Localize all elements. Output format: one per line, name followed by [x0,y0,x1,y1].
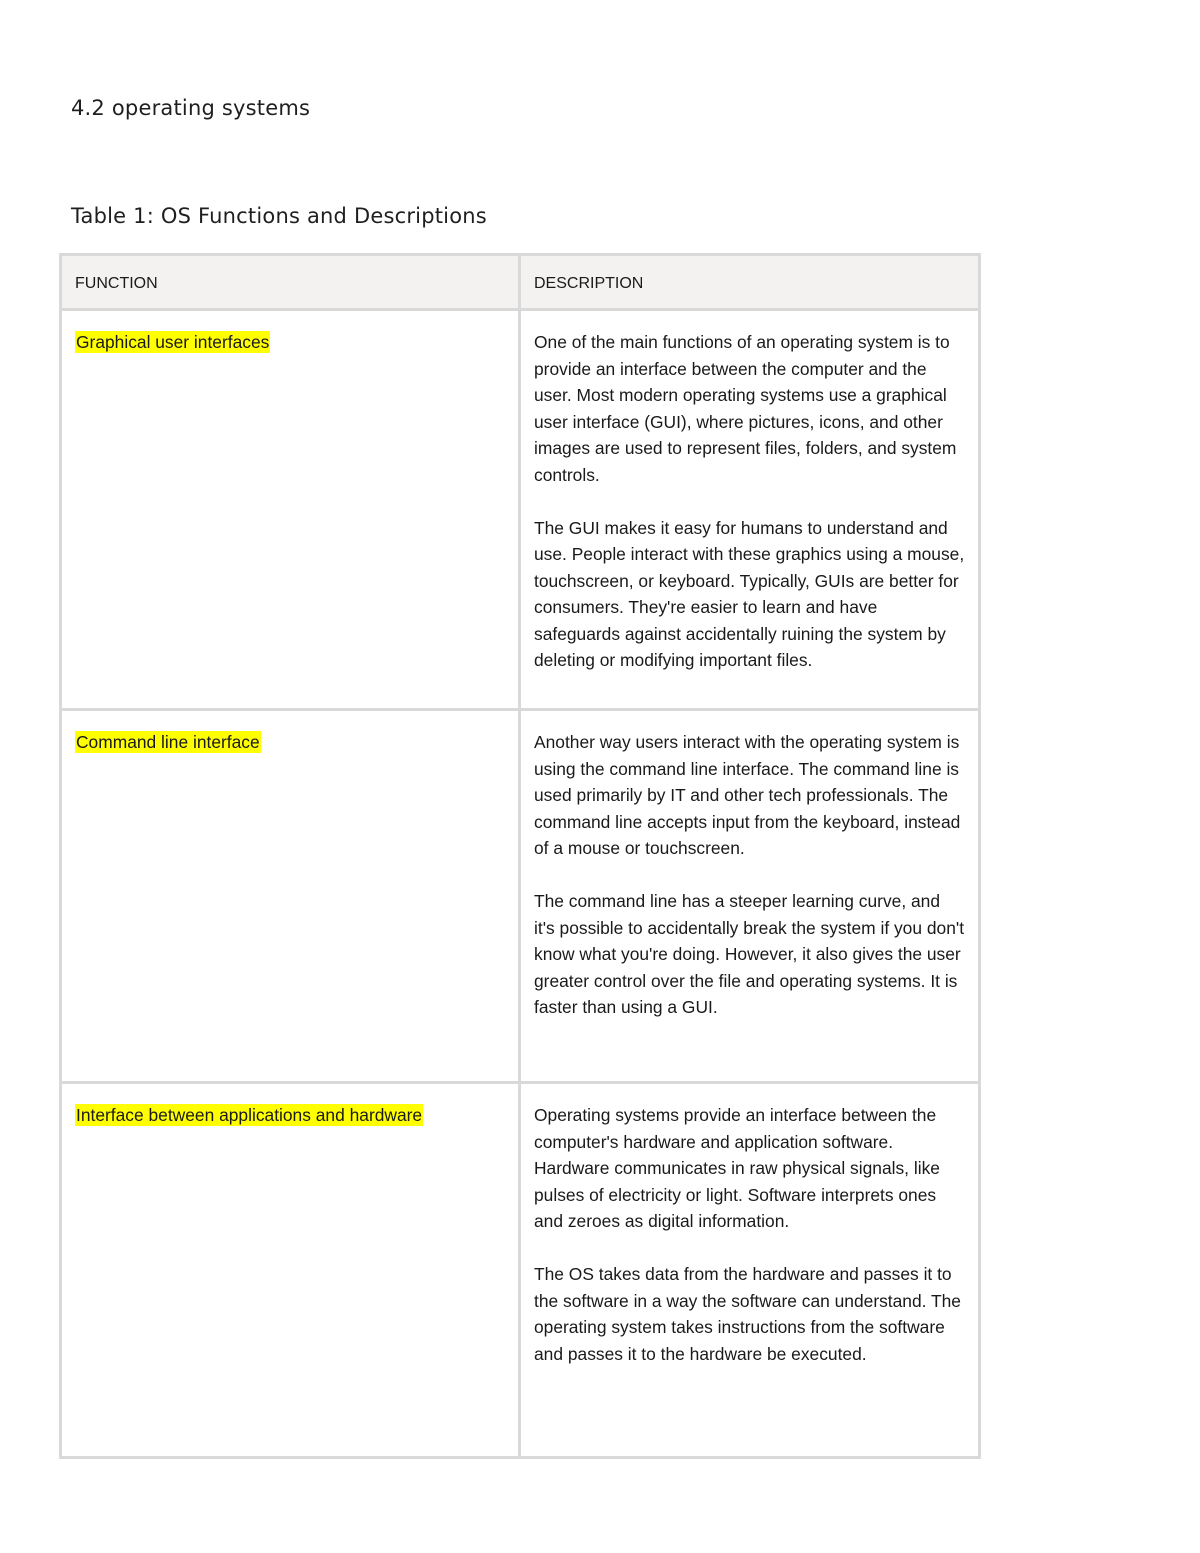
table-header-row [61,255,980,310]
description-cell [520,1083,980,1458]
description-cell [520,310,980,710]
function-label-highlighted: Interface between applications and hardware [76,1105,423,1125]
description-paragraph: One of the main functions of an operating system is to provide an interface between the computer and the user. Most modern operating systems use a graphical user interface (GUI), where pictures, icons, and other images are used to represent files, folders, and system controls. [534,332,957,485]
table-caption: Table 1: OS Functions and Descriptions [71,204,487,228]
function-cell [61,710,520,1083]
header-description: DESCRIPTION [520,255,980,310]
function-label-highlighted: Graphical user interfaces [76,332,270,352]
table-row [61,310,980,710]
function-cell [61,310,520,710]
os-functions-table [59,253,981,1459]
function-label-highlighted: Command line interface [76,732,260,752]
table-row [61,710,980,1083]
description-cell [520,710,980,1083]
description-paragraph: The command line has a steeper learning curve, and it's possible to accidentally break the system if you don't know what you're doing. However, it also gives the user greater control over the file and operating systems. It is faster than using a GUI. [534,891,965,1017]
page-title: 4.2 operating systems [71,96,311,120]
description-paragraph: Operating systems provide an interface between the computer's hardware and application software. Hardware communicates in raw physical signals, like pulses of electricity or light. Software interprets ones and zeroes as digital information. [534,1105,940,1231]
header-function: FUNCTION [61,255,520,310]
description-paragraph: The GUI makes it easy for humans to understand and use. People interact with these graphics using a mouse, touchscreen, or keyboard. Typically, GUIs are better for consumers. They're easier to learn and have safeguards against accidentally ruining the system by deleting or modifying important files. [534,517,965,670]
function-cell [61,1083,520,1458]
description-paragraph: The OS takes data from the hardware and passes it to the software in a way the software can understand. The operating system takes instructions from the software and passes it to the hardware be executed. [534,1264,961,1364]
table-row [61,1083,980,1458]
description-paragraph: Another way users interact with the operating system is using the command line interface. The command line is used primarily by IT and other tech professionals. The command line accepts input from the keyboard, instead of a mouse or touchscreen. [534,732,961,858]
